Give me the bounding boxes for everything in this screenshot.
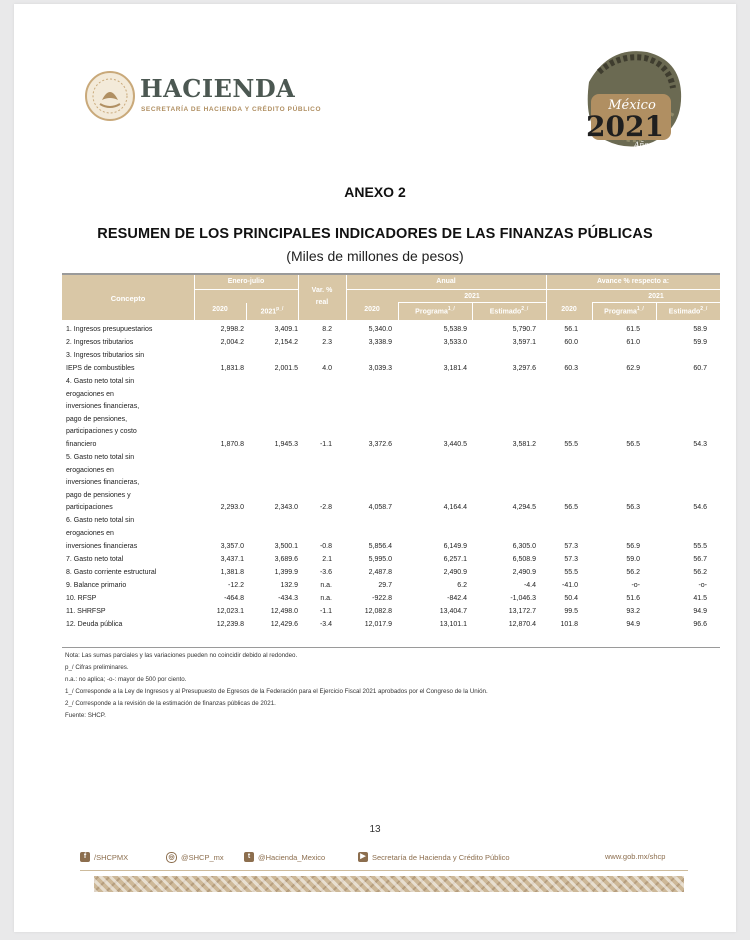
cell-prog: 13,101.1 bbox=[439, 620, 467, 628]
cell-an2020: 29.7 bbox=[378, 581, 392, 589]
page-number: 13 bbox=[369, 824, 381, 835]
cell-avprog: 61.5 bbox=[626, 326, 640, 334]
footer-youtube[interactable] bbox=[358, 852, 510, 862]
header-estimado bbox=[472, 306, 546, 315]
table-row bbox=[62, 515, 720, 553]
cell-var: 2.1 bbox=[322, 555, 332, 563]
cell-avprog: 56.3 bbox=[626, 504, 640, 512]
cell-var: n.a. bbox=[320, 594, 332, 602]
cell-an2020: 2,487.8 bbox=[368, 568, 392, 576]
cell-an2020: 3,338.9 bbox=[368, 339, 392, 347]
cell-prog: 5,538.9 bbox=[443, 326, 467, 334]
cell-av2020: 50.4 bbox=[564, 594, 578, 602]
header-ej-2021-sup: p_/ bbox=[276, 306, 284, 312]
note-line: Fuente: SHCP. bbox=[65, 712, 106, 719]
cell-est: 6,508.9 bbox=[512, 555, 536, 563]
header-programa-label: Programa bbox=[415, 308, 448, 316]
cell-an2020: 12,017.9 bbox=[364, 620, 392, 628]
table-row bbox=[62, 553, 720, 566]
cell-ej2021: 12,429.6 bbox=[270, 620, 298, 628]
cell-av2020: 101.8 bbox=[560, 620, 578, 628]
table-notes bbox=[65, 650, 488, 722]
cell-prog: 3,181.4 bbox=[443, 365, 467, 372]
cell-est: 4,294.5 bbox=[512, 504, 536, 512]
note-line: 2_/ Corresponde a la revisión de la estimación de finanzas públicas de 2021. bbox=[65, 700, 276, 707]
cell-ej2021: 2,154.2 bbox=[274, 339, 298, 347]
note-line: 1_/ Corresponde a la Ley de Ingresos y al Presupuesto de Egresos de la Federación para el Ejercicio Fiscal 2021 aprobados por el Congreso de la Unión. bbox=[65, 688, 488, 695]
header-estimado-sup: 2_/ bbox=[521, 306, 529, 312]
header-ej-2021-label: 2021 bbox=[260, 308, 277, 316]
cell-var: -3.6 bbox=[319, 568, 332, 576]
cell-ej2021: 1,399.9 bbox=[274, 568, 298, 576]
table-row bbox=[62, 618, 720, 631]
cell-ej2020: -12.2 bbox=[228, 581, 244, 589]
cell-avest: 96.6 bbox=[693, 620, 707, 628]
header-avance-programa-label: Programa bbox=[604, 308, 637, 316]
cell-an2020: 4,058.7 bbox=[368, 504, 392, 512]
table-row bbox=[62, 579, 720, 592]
cell-ej2020: 12,023.1 bbox=[216, 607, 244, 615]
brand-title: HACIENDA bbox=[140, 74, 296, 103]
footer-website[interactable] bbox=[605, 852, 665, 861]
cell-est: 2,490.9 bbox=[512, 568, 536, 576]
cell-prog: 6,149.9 bbox=[443, 542, 467, 550]
cell-an2020: 5,856.4 bbox=[368, 542, 392, 550]
cell-avprog: 59.0 bbox=[626, 555, 640, 563]
cell-prog: 4,164.4 bbox=[443, 504, 467, 512]
cell-ej2021: 2,001.5 bbox=[274, 365, 298, 372]
footer-website-label: www.gob.mx/shcp bbox=[605, 852, 666, 861]
cell-av2020: 60.3 bbox=[564, 365, 578, 372]
header-programa bbox=[398, 306, 472, 315]
header-ej-2021 bbox=[246, 306, 298, 315]
emblem-year: 2021 bbox=[586, 110, 664, 143]
cell-av2020: 57.3 bbox=[564, 555, 578, 563]
cell-avest: 60.7 bbox=[693, 365, 707, 372]
row-label: 9. Balance primario bbox=[66, 581, 127, 589]
row-label: 2. Ingresos tributarios bbox=[66, 339, 134, 347]
cell-av2020: 56.1 bbox=[564, 326, 578, 334]
cell-prog: -842.4 bbox=[447, 594, 467, 602]
cell-prog: 6.2 bbox=[457, 581, 467, 589]
hacienda-logo bbox=[84, 70, 344, 130]
cell-ej2020: 3,437.1 bbox=[220, 555, 244, 563]
header-concepto: Concepto bbox=[110, 294, 146, 303]
footer-facebook[interactable] bbox=[80, 852, 128, 862]
cell-ej2021: 3,409.1 bbox=[274, 326, 298, 334]
header-avance-estimado bbox=[656, 306, 720, 315]
table-header bbox=[62, 273, 720, 320]
document-page bbox=[14, 4, 736, 932]
emblem-line1: Año de la bbox=[634, 140, 670, 149]
cell-ej2020: 12,239.8 bbox=[216, 620, 244, 628]
row-label: 10. RFSP bbox=[66, 594, 97, 602]
cell-est: -1,046.3 bbox=[510, 594, 536, 602]
page-title: RESUMEN DE LOS PRINCIPALES INDICADORES DE LAS FINANZAS PÚBLICAS bbox=[97, 226, 653, 242]
cell-avprog: 62.9 bbox=[626, 365, 640, 372]
cell-var: -1.1 bbox=[319, 441, 332, 448]
cell-est: 3,581.2 bbox=[512, 441, 536, 448]
header-avance-2020: 2020 bbox=[561, 306, 577, 313]
facebook-icon: f bbox=[80, 852, 90, 862]
header-var-real-2: real bbox=[315, 299, 329, 306]
note-line: p_/ Cifras preliminares. bbox=[65, 664, 129, 671]
header-avance-programa bbox=[592, 306, 656, 315]
table-row bbox=[62, 376, 720, 452]
table-row bbox=[62, 324, 720, 337]
header-anual: Anual bbox=[436, 278, 456, 285]
header-enero-julio: Enero-julio bbox=[227, 278, 265, 285]
cell-ej2020: 1,831.8 bbox=[220, 365, 244, 372]
cell-var: n.a. bbox=[320, 581, 332, 589]
cell-avprog: 56.2 bbox=[626, 568, 640, 576]
cell-var: -3.4 bbox=[319, 620, 332, 628]
cell-est: 13,172.7 bbox=[508, 607, 536, 615]
cell-var: 2.3 bbox=[322, 339, 332, 347]
cell-var: 4.0 bbox=[322, 365, 332, 372]
cell-ej2021: -434.3 bbox=[278, 594, 298, 602]
cell-ej2020: 2,004.2 bbox=[220, 339, 244, 347]
cell-av2020: 99.5 bbox=[564, 607, 578, 615]
cell-ej2021: 1,945.3 bbox=[274, 441, 298, 448]
row-label: 11. SHRFSP bbox=[66, 607, 106, 615]
table-row bbox=[62, 350, 720, 376]
cell-avprog: 61.0 bbox=[626, 339, 640, 347]
footer-youtube-label: Secretaría de Hacienda y Crédito Público bbox=[372, 852, 510, 862]
cell-prog: 3,440.5 bbox=[443, 441, 467, 448]
table-row bbox=[62, 592, 720, 605]
youtube-icon: ▶ bbox=[358, 852, 368, 862]
page-subtitle: (Miles de millones de pesos) bbox=[286, 248, 464, 264]
cell-avest: 56.2 bbox=[693, 568, 707, 576]
header-avance-estimado-label: Estimado bbox=[668, 308, 701, 316]
footer bbox=[80, 852, 688, 866]
header-estimado-label: Estimado bbox=[489, 308, 522, 316]
cell-avest: 54.6 bbox=[693, 504, 707, 512]
cell-av2020: -41.0 bbox=[562, 581, 578, 589]
decorative-pattern-band bbox=[94, 876, 684, 892]
footer-instagram-label: @SHCP_mx bbox=[181, 853, 224, 862]
footer-twitter[interactable] bbox=[244, 852, 325, 862]
cell-avest: 59.9 bbox=[693, 339, 707, 347]
note-line: n.a.: no aplica; -o-: mayor de 500 por ciento. bbox=[65, 676, 187, 683]
emblem-mexico: México bbox=[608, 98, 656, 113]
instagram-icon: ◎ bbox=[166, 852, 177, 863]
cell-ej2020: 3,357.0 bbox=[220, 542, 244, 550]
cell-avest: 56.7 bbox=[693, 555, 707, 563]
row-label: 1. Ingresos presupuestarios bbox=[66, 326, 153, 334]
row-label: 6. Gasto neto total sin erogaciones en inversiones financieras bbox=[66, 517, 138, 550]
cell-av2020: 55.5 bbox=[564, 568, 578, 576]
cell-prog: 13,404.7 bbox=[439, 607, 467, 615]
row-label: 5. Gasto neto total sin erogaciones en inversiones financieras, pago de pensiones y participaciones bbox=[66, 454, 140, 512]
header-var-real-1: Var. % bbox=[311, 287, 333, 294]
header-anual-2020: 2020 bbox=[364, 306, 380, 313]
cell-ej2021: 3,689.6 bbox=[274, 555, 298, 563]
row-label: 7. Gasto neto total bbox=[66, 555, 124, 563]
cell-var: 8.2 bbox=[322, 326, 332, 334]
row-label: 3. Ingresos tributarios sin IEPS de combustibles bbox=[66, 352, 145, 372]
footer-divider bbox=[80, 870, 688, 871]
header-ej-2020: 2020 bbox=[212, 306, 228, 313]
cell-avest: 54.3 bbox=[693, 441, 707, 448]
cell-av2020: 55.5 bbox=[564, 441, 578, 448]
cell-ej2021: 3,500.1 bbox=[274, 542, 298, 550]
cell-ej2021: 132.9 bbox=[280, 581, 298, 589]
cell-var: -2.8 bbox=[319, 504, 332, 512]
cell-est: 5,790.7 bbox=[512, 326, 536, 334]
cell-av2020: 60.0 bbox=[564, 339, 578, 347]
footer-twitter-label: @Hacienda_Mexico bbox=[258, 852, 326, 862]
table-row bbox=[62, 605, 720, 618]
cell-avest: 41.5 bbox=[693, 594, 707, 602]
cell-ej2020: 1,870.8 bbox=[220, 441, 244, 448]
row-label: 12. Deuda pública bbox=[66, 620, 123, 628]
cell-est: 3,297.6 bbox=[512, 365, 536, 372]
cell-prog: 3,533.0 bbox=[443, 339, 467, 347]
twitter-icon: t bbox=[244, 852, 254, 862]
footer-instagram[interactable] bbox=[166, 852, 224, 863]
row-label: 8. Gasto corriente estructural bbox=[66, 568, 157, 576]
cell-avprog: 56.5 bbox=[626, 441, 640, 448]
cell-avest: 58.9 bbox=[693, 326, 707, 334]
cell-an2020: 12,082.8 bbox=[364, 607, 392, 615]
cell-an2020: -922.8 bbox=[372, 594, 392, 602]
cell-av2020: 57.3 bbox=[564, 542, 578, 550]
cell-est: 3,597.1 bbox=[512, 339, 536, 347]
cell-ej2020: 1,381.8 bbox=[220, 568, 244, 576]
cell-ej2020: -464.8 bbox=[224, 594, 244, 602]
cell-avprog: 94.9 bbox=[626, 620, 640, 628]
cell-avprog: 93.2 bbox=[626, 607, 640, 615]
cell-avest: 94.9 bbox=[693, 607, 707, 615]
cell-an2020: 5,340.0 bbox=[368, 326, 392, 334]
cell-prog: 2,490.9 bbox=[443, 568, 467, 576]
brand-subtitle: SECRETARÍA DE HACIENDA Y CRÉDITO PÚBLICO bbox=[141, 106, 322, 113]
cell-ej2020: 2,998.2 bbox=[220, 326, 244, 334]
header-avance-programa-sup: 1_/ bbox=[636, 306, 644, 312]
cell-ej2021: 12,498.0 bbox=[270, 607, 298, 615]
footer-facebook-label: /SHCPMX bbox=[94, 852, 129, 862]
cell-an2020: 5,995.0 bbox=[368, 555, 392, 563]
header-avance: Avance % respecto a: bbox=[596, 278, 670, 285]
table-row bbox=[62, 566, 720, 579]
header-anual-2021: 2021 bbox=[464, 293, 480, 300]
cell-avprog: 51.6 bbox=[626, 594, 640, 602]
table-row bbox=[62, 452, 720, 515]
header-programa-sup: 1_/ bbox=[447, 306, 455, 312]
cell-prog: 6,257.1 bbox=[443, 555, 467, 563]
emblem-line2: Independencia bbox=[608, 150, 676, 160]
cell-avprog: -o- bbox=[631, 581, 640, 589]
cell-est: 12,870.4 bbox=[508, 620, 536, 628]
table-bottom-rule bbox=[62, 647, 720, 648]
note-line: Nota: Las sumas parciales y las variaciones pueden no coincidir debido al redondeo. bbox=[65, 652, 298, 659]
cell-est: -4.4 bbox=[523, 581, 536, 589]
cell-avest: -o- bbox=[698, 581, 707, 589]
cell-var: -1.1 bbox=[319, 607, 332, 615]
cell-var: -0.8 bbox=[319, 542, 332, 550]
annex-heading: ANEXO 2 bbox=[344, 184, 406, 200]
cell-an2020: 3,039.3 bbox=[368, 365, 392, 372]
cell-av2020: 56.5 bbox=[564, 504, 578, 512]
header-avance-estimado-sup: 2_/ bbox=[700, 306, 708, 312]
row-label: 4. Gasto neto total sin erogaciones en inversiones financieras, pago de pensiones, participaciones y costo financiero bbox=[66, 378, 140, 448]
national-seal-icon bbox=[84, 70, 136, 122]
cell-ej2020: 2,293.0 bbox=[220, 504, 244, 512]
cell-ej2021: 2,343.0 bbox=[274, 504, 298, 512]
cell-avprog: 56.9 bbox=[626, 542, 640, 550]
header-avance-2021: 2021 bbox=[648, 293, 664, 300]
cell-est: 6,305.0 bbox=[512, 542, 536, 550]
cell-avest: 55.5 bbox=[693, 542, 707, 550]
table-row bbox=[62, 337, 720, 350]
cell-an2020: 3,372.6 bbox=[368, 441, 392, 448]
